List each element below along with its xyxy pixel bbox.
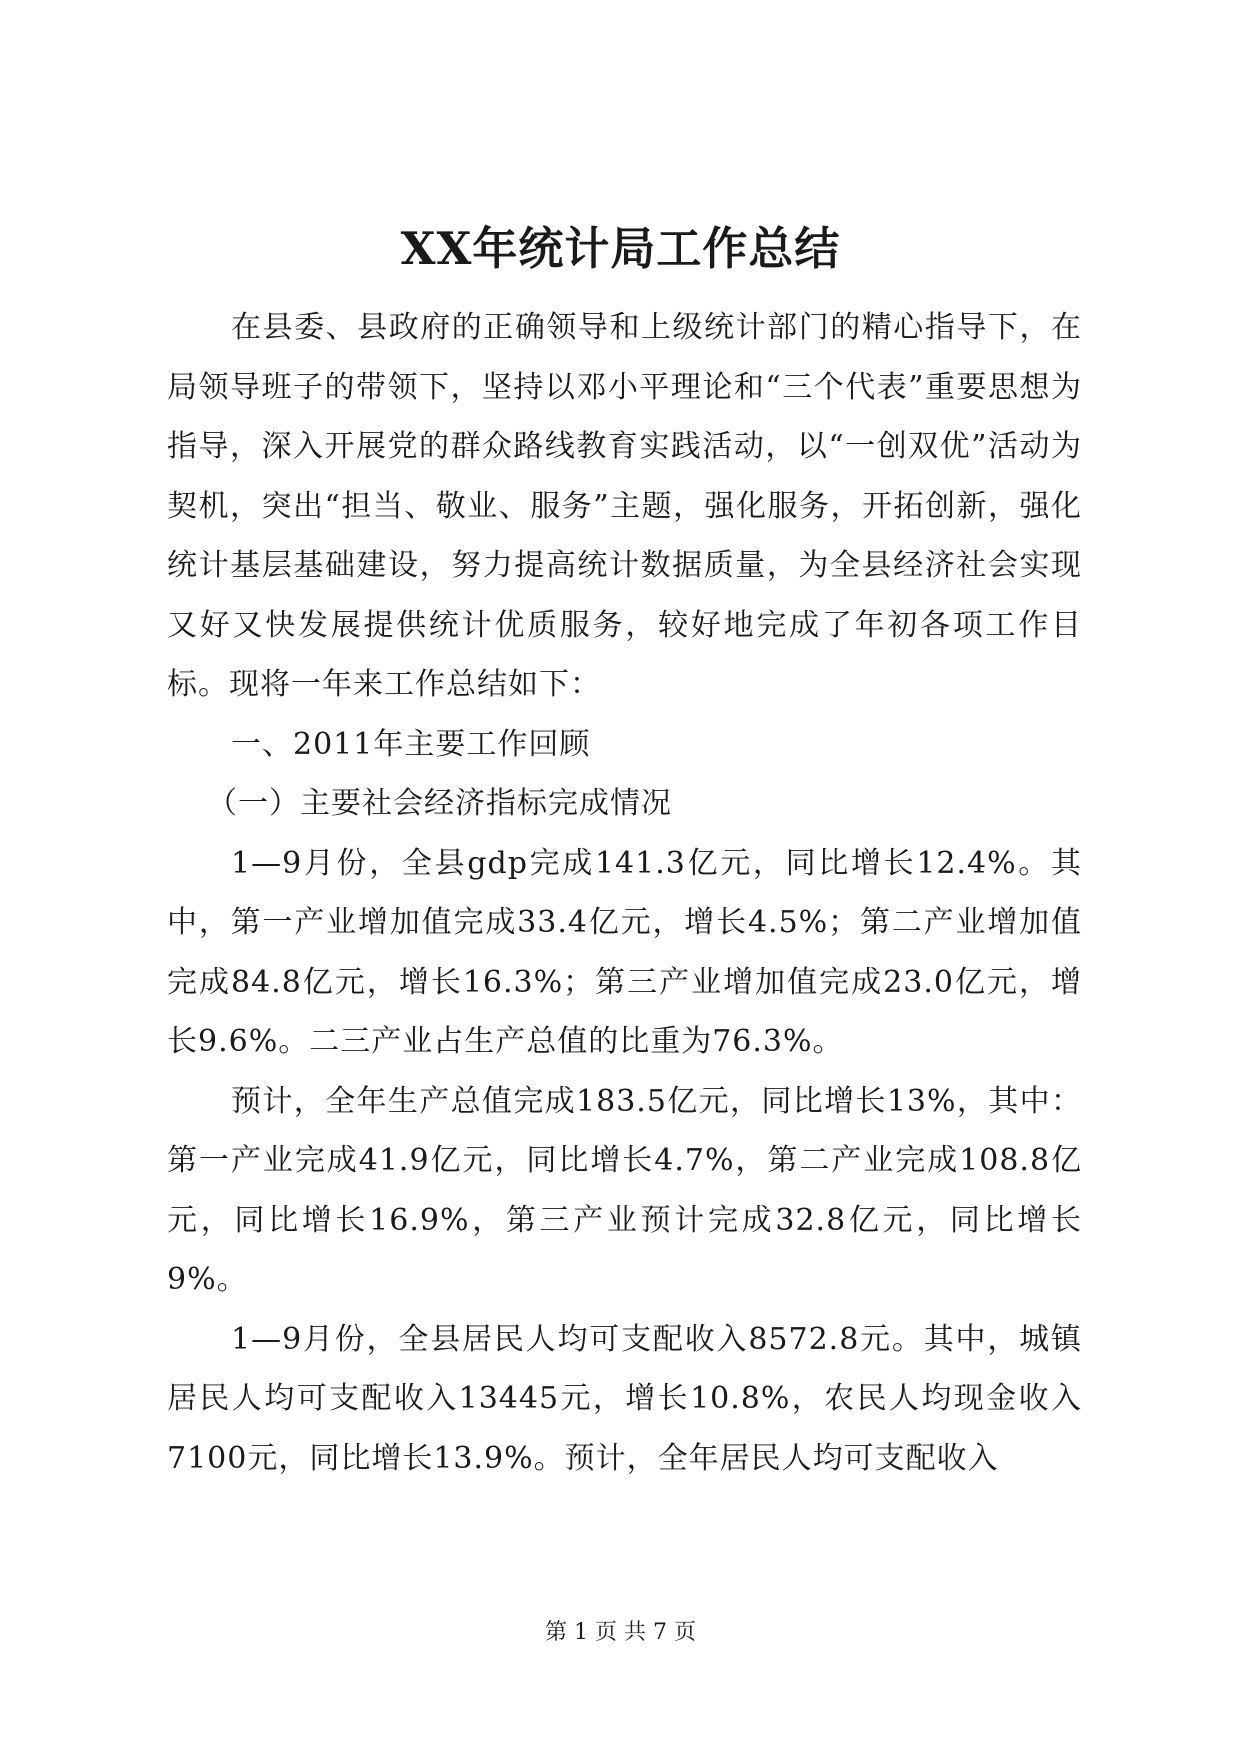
income-paragraph: 1—9月份，全县居民人均可支配收入8572.8元。其中，城镇居民人均可支配收入13445元，增长10.8%，农民人均现金收入7100元，同比增长13.9%。预计，全年居民人均可支配收入: [167, 1321, 1082, 1476]
subsection-heading-1: （一）主要社会经济指标完成情况: [207, 786, 672, 821]
intro-paragraph: 在县委、县政府的正确领导和上级统计部门的精心指导下，在局领导班子的带领下，坚持以邓小平理论和“三个代表”重要思想为指导，深入开展党的群众路线教育实践活动，以“一创双优”活动为契机，突出“担当、敬业、服务”主题，强化服务，开拓创新，强化统计基层基础建设，努力提高统计数据质量，为全县经济社会实现又好又快发展提供统计优质服务，较好地完成了年初各项工作目标。现将一年来工作总结如下：: [167, 310, 1082, 702]
section-heading-1: 一、2011年主要工作回顾: [231, 726, 591, 762]
document-title: XX年统计局工作总结: [400, 222, 841, 275]
document-body: [167, 298, 1082, 1488]
forecast-paragraph: 预计，全年生产总值完成183.5亿元，同比增长13%，其中：第一产业完成41.9亿元，同比增长4.7%，第二产业完成108.8亿元，同比增长16.9%，第三产业预计完成32.8亿元，同比增长9%。: [167, 1083, 1082, 1297]
page-number-footer: 第 1 页 共 7 页: [545, 1620, 696, 1645]
gdp-paragraph: 1—9月份，全县gdp完成141.3亿元，同比增长12.4%。其中，第一产业增加值完成33.4亿元，增长4.5%；第二产业增加值完成84.8亿元，增长16.3%；第三产业增加值完成23.0亿元，增长9.6%。二三产业占生产总值的比重为76.3%。: [167, 845, 1082, 1059]
